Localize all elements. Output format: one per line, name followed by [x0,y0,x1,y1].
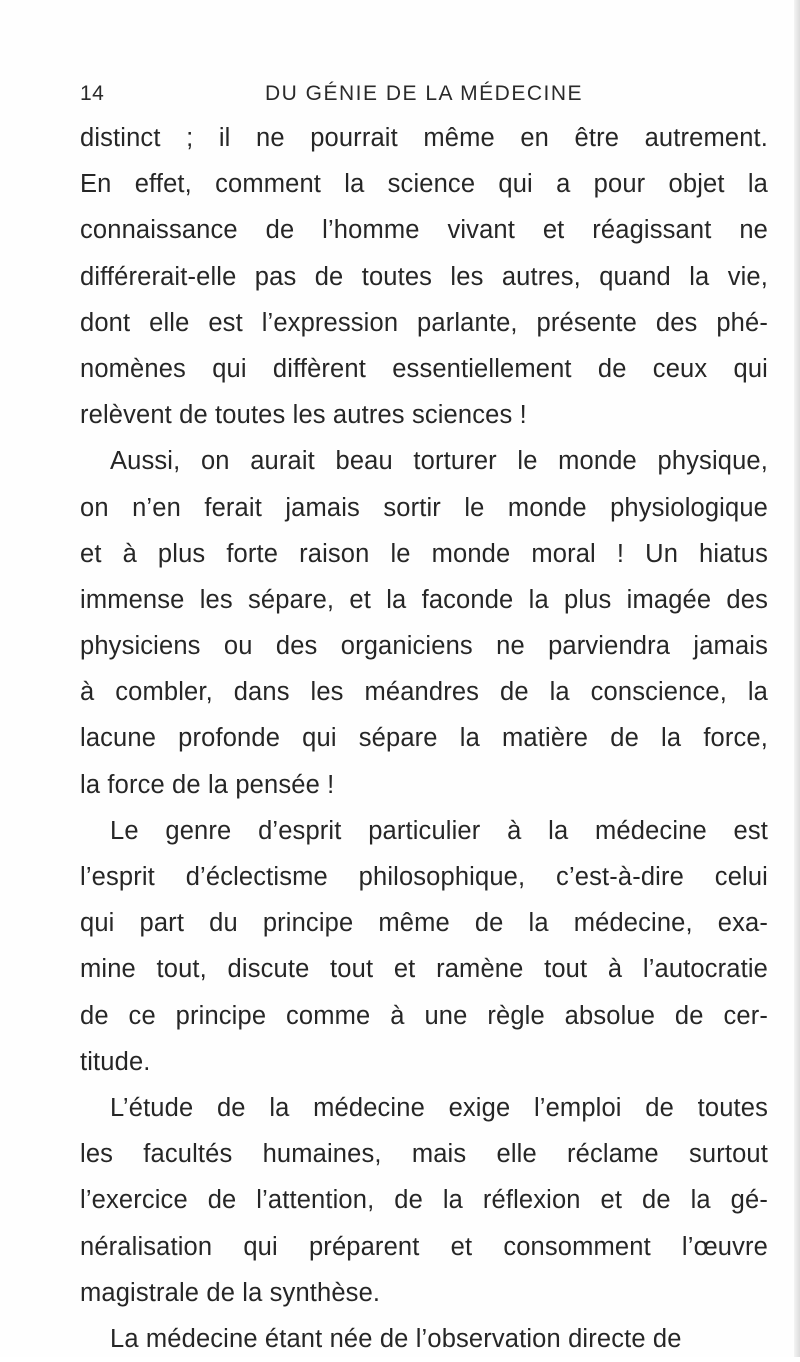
text-line: l’exercice de l’attention, de la réflexion et de la gé- [80,1186,768,1215]
text-line: magistrale de la synthèse. [80,1278,381,1307]
text-line: on n’en ferait jamais sortir le monde physiologique [80,493,768,522]
text-line: à combler, dans les méandres de la conscience, la [80,678,768,707]
text-line: et à plus forte raison le monde moral ! Un hiatus [80,539,768,568]
text-line: la force de la pensée ! [80,770,335,799]
page-header [80,82,768,112]
text-line: immense les sépare, et la faconde la plus imagée des [80,585,768,614]
text-line: dont elle est l’expression parlante, présente des phé- [80,308,768,337]
text-line: physiciens ou des organiciens ne parviendra jamais [80,632,768,661]
text-line: connaissance de l’homme vivant et réagissant ne [80,216,768,245]
text-line: La médecine étant née de l’observation directe de [110,1324,682,1353]
text-line: l’esprit d’éclectisme philosophique, c’est-à-dire celui [80,863,768,891]
text-line: nomènes qui diffèrent essentiellement de ceux qui [80,354,768,383]
running-title: DU GÉNIE DE LA MÉDECINE [264,82,584,105]
page-edge [794,0,800,1357]
page-number: 14 [80,82,105,105]
text-line: distinct ; il ne pourrait même en être autrement. [80,124,768,152]
text-line: titude. [80,1047,151,1076]
body-text [80,115,768,1362]
text-line: de ce principe comme à une règle absolue de cer- [80,1001,768,1030]
text-line: Le genre d’esprit particulier à la médecine est [110,816,768,845]
text-line: relèvent de toutes les autres sciences ! [80,401,527,430]
text-line: qui part du principe même de la médecine, exa- [80,909,768,938]
text-line: les facultés humaines, mais elle réclame surtout [80,1140,768,1169]
text-line: Aussi, on aurait beau torturer le monde physique, [110,447,768,476]
text-line: mine tout, discute tout et ramène tout à l’autocratie [80,955,768,984]
text-line: En effet, comment la science qui a pour objet la [80,170,768,199]
text-line: néralisation qui préparent et consomment l’œuvre [80,1232,768,1261]
text-line: L’étude de la médecine exige l’emploi de toutes [110,1093,768,1122]
text-line: différerait-elle pas de toutes les autres, quand la vie, [80,262,768,291]
text-line: lacune profonde qui sépare la matière de la force, [80,724,768,753]
